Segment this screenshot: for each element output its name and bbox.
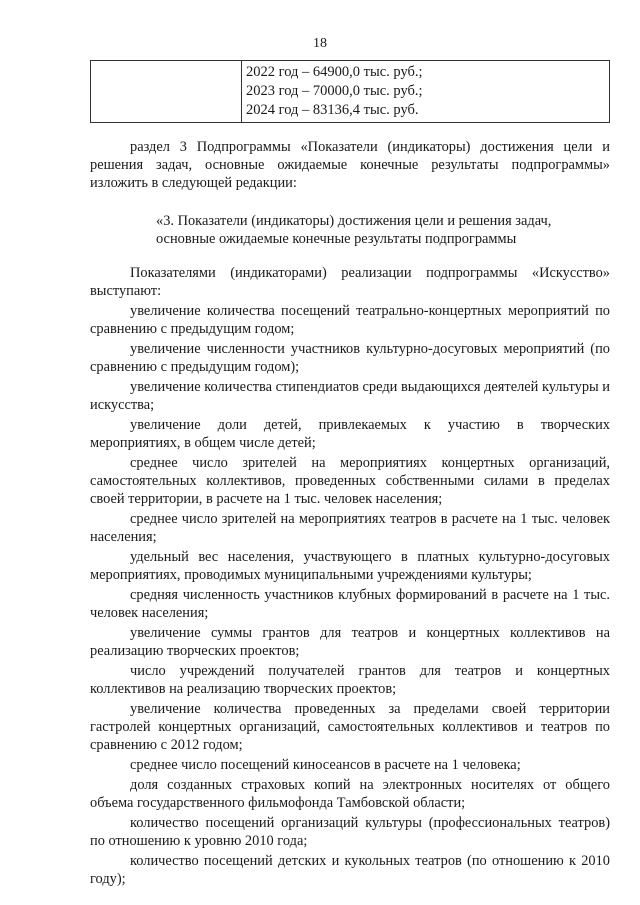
paragraph: Показателями (индикаторами) реализации подпрограммы «Искусство» выступают: <box>90 265 610 299</box>
section-heading <box>156 212 596 248</box>
paragraph: увеличение количества посещений театрально-концертных мероприятий по сравнению с предыдущим годом; <box>90 303 610 337</box>
section-heading-line: основные ожидаемые конечные результаты подпрограммы <box>156 231 517 247</box>
paragraph: количество посещений детских и кукольных театров (по отношению к 2010 году); <box>90 853 610 887</box>
paragraph: увеличение количества проведенных за пределами своей территории гастролей концертных организаций, самостоятельных коллективов и театров по сравнению с 2012 годом; <box>90 701 610 753</box>
paragraph: увеличение доли детей, привлекаемых к участию в творческих мероприятиях, в общем числе детей; <box>90 417 610 451</box>
budget-line: 2022 год – 64900,0 тыс. руб.; <box>246 64 423 80</box>
table-cell-empty <box>91 61 242 123</box>
paragraph: количество посещений организаций культуры (профессиональных театров) по отношению к уровню 2010 года; <box>90 815 610 849</box>
paragraph: доля созданных страховых копий на электронных носителях от общего объема государственного фильмофонда Тамбовской области; <box>90 777 610 811</box>
paragraph: увеличение количества стипендиатов среди выдающихся деятелей культуры и искусства; <box>90 379 610 413</box>
paragraph: удельный вес населения, участвующего в платных культурно-досуговых мероприятиях, проводимых муниципальными учреждениями культуры; <box>90 549 610 583</box>
intro-paragraph: раздел 3 Подпрограммы «Показатели (индикаторы) достижения цели и решения задач, основные ожидаемые конечные результаты подпрограммы» изложить в следующей редакции: <box>90 139 610 191</box>
paragraph: число учреждений получателей грантов для театров и концертных коллективов на реализацию творческих проектов; <box>90 663 610 697</box>
paragraph: среднее число посещений киносеансов в расчете на 1 человека; <box>130 757 521 773</box>
paragraph: среднее число зрителей на мероприятиях театров в расчете на 1 тыс. человек населения; <box>90 511 610 545</box>
indicators-list <box>90 264 610 890</box>
budget-line: 2023 год – 70000,0 тыс. руб.; <box>246 83 423 99</box>
budget-table <box>90 60 610 123</box>
paragraph: средняя численность участников клубных формирований в расчете на 1 тыс. человек населения; <box>90 587 610 621</box>
paragraph: увеличение суммы грантов для театров и концертных коллективов на реализацию творческих проектов; <box>90 625 610 659</box>
table-row <box>91 61 610 123</box>
budget-line: 2024 год – 83136,4 тыс. руб. <box>246 102 419 118</box>
table-cell-budget <box>242 61 610 123</box>
paragraph: увеличение численности участников культурно-досуговых мероприятий (по сравнению с предыдущим годом); <box>90 341 610 375</box>
page-number: 18 <box>313 36 327 51</box>
paragraph: среднее число зрителей на мероприятиях концертных организаций, самостоятельных коллективов, проведенных собственными силами в пределах своей территории, в расчете на 1 тыс. человек населения; <box>90 455 610 507</box>
section-heading-line: «3. Показатели (индикаторы) достижения цели и решения задач, <box>156 213 552 229</box>
